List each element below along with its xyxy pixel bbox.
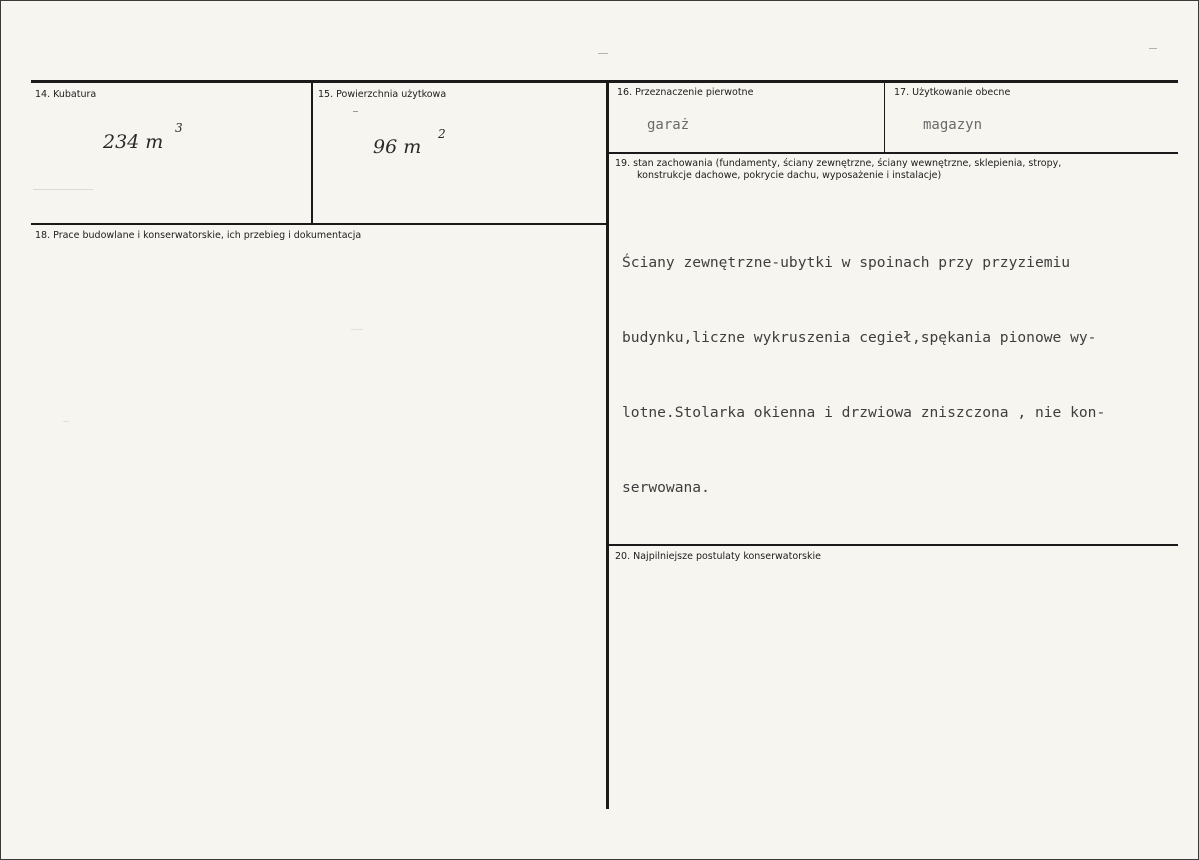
rule-under-14-15: [31, 223, 606, 225]
field-14-value: 234 m: [103, 131, 164, 153]
field-19-text-line: lotne.Stolarka okienna i drzwiowa zniszczona , nie kon-: [622, 404, 1106, 421]
field-16-label: 16. Przeznaczenie pierwotne: [617, 87, 754, 98]
faint-mark: [33, 189, 93, 190]
divider-16-17: [884, 83, 885, 152]
center-divider: [606, 83, 609, 809]
field-19-text-line: serwowana.: [622, 479, 710, 496]
field-15-power: 2: [438, 127, 446, 141]
field-16-value: garaż: [647, 117, 690, 133]
faint-mark: [353, 111, 358, 112]
top-rule: [31, 80, 1178, 83]
field-19-text-line: Ściany zewnętrzne-ubytki w spoinach przy przyziemiu: [622, 254, 1071, 271]
field-19-label-line2: konstrukcje dachowe, pokrycie dachu, wyposażenie i instalacje): [637, 170, 942, 181]
field-19-text: [622, 200, 1105, 550]
field-19-text-line: budynku,liczne wykruszenia cegieł,spękania pionowe wy-: [622, 329, 1097, 346]
field-15-label: 15. Powierzchnia użytkowa: [318, 89, 447, 100]
divider-14-15: [311, 83, 313, 223]
field-17-label: 17. Użytkowanie obecne: [894, 87, 1011, 98]
field-14-label: 14. Kubatura: [35, 89, 97, 100]
scan-mark: [63, 421, 69, 422]
field-14-power: 3: [175, 121, 183, 135]
field-18-label: 18. Prace budowlane i konserwatorskie, ich przebieg i dokumentacja: [35, 230, 362, 241]
top-mark: [1149, 48, 1157, 49]
rule-under-16-17: [609, 152, 1178, 154]
field-19-label-line1: 19. stan zachowania (fundamenty, ściany zewnętrzne, ściany wewnętrzne, sklepienia, stropy,: [615, 158, 1062, 169]
field-17-value: magazyn: [923, 117, 983, 133]
scan-mark: [351, 329, 363, 330]
field-15-value: 96 m: [373, 136, 422, 158]
field-20-label: 20. Najpilniejsze postulaty konserwatorskie: [615, 551, 821, 562]
top-mark: [598, 53, 608, 54]
